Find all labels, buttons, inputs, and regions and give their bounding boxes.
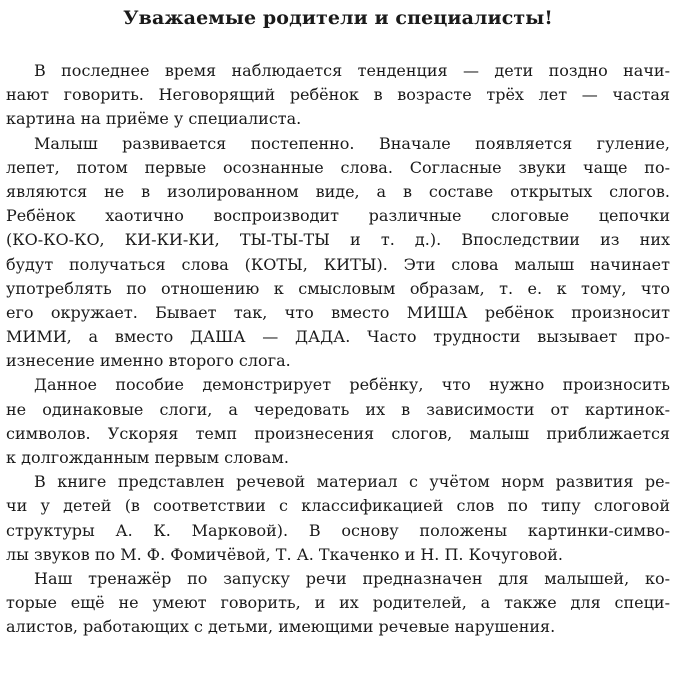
text-line: не одинаковые слоги, а чередовать их в зависимости от картинок- [6,399,670,419]
text-line: к долгожданным первым словам. [6,448,289,467]
text-line: картина на приёме у специалиста. [6,109,302,129]
paragraph [6,132,670,374]
text-line: В последнее время наблюдается тенденция — дети поздно начи- [34,61,670,80]
text-line: алистов, работающих с детьми, имеющими речевые нарушения. [6,617,556,637]
page-title: Уважаемые родители и специалисты! [123,7,553,29]
text-line: лы звуков по М. Ф. Фомичёвой, Т. А. Ткаченко и Н. П. Кочуговой. [6,544,563,564]
text-line: нают говорить. Неговорящий ребёнок в возрасте трёх лет — частая [6,85,670,105]
text-line: являются не в изолированном виде, а в составе открытых слогов. [6,181,670,201]
text-line: чи у детей (в соответствии с классификацией слов по типу слоговой [6,496,670,516]
paragraph [6,470,670,567]
text-line: Данное пособие демонстрирует ребёнку, что нужно произносить [34,375,670,395]
text-line: символов. Ускоряя темп произнесения слогов, малыш приближается [6,423,670,443]
paragraph [6,567,670,640]
body-text [6,59,670,640]
text-line: изнесение именно второго слога. [6,351,291,371]
text-line: структуры А. К. Марковой). В основу положены картинки-симво- [6,520,670,540]
text-line: будут получаться слова (КОТЫ, КИТЫ). Эти слова малыш начинает [6,254,670,274]
text-line: торые ещё не умеют говорить, и их родителей, а также для специ- [6,593,670,613]
paragraph [6,59,670,132]
text-line: Ребёнок хаотично воспроизводит различные слоговые цепочки [6,206,670,226]
text-line: его окружает. Бывает так, что вместо МИША ребёнок произносит [6,302,670,322]
text-line: (КО-КО-КО, КИ-КИ-КИ, ТЫ-ТЫ-ТЫ и т. д.). Впоследствии из них [6,230,670,250]
text-line: Наш тренажёр по запуску речи предназначен для малышей, ко- [34,568,670,588]
paragraph [6,373,670,470]
text-line: МИМИ, а вместо ДАША — ДАДА. Часто трудности вызывает про- [6,327,670,347]
text-line: В книге представлен речевой материал с учётом норм развития ре- [34,472,670,492]
text-line: Малыш развивается постепенно. Вначале появляется гуление, [34,133,670,153]
text-line: употреблять по отношению к смысловым образам, т. е. к тому, что [6,278,670,298]
text-line: лепет, потом первые осознанные слова. Согласные звуки чаще по- [6,157,670,177]
